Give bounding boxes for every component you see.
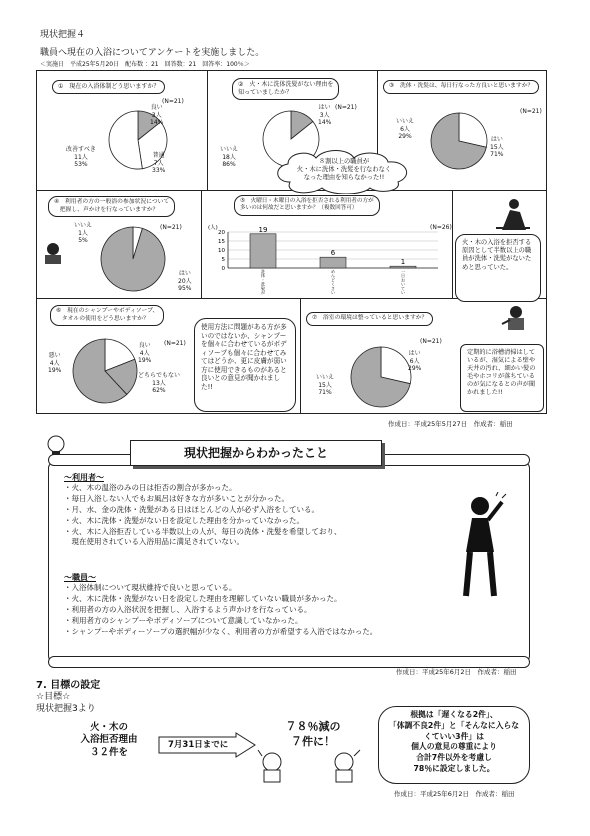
users-item: 現在使用されている入浴用品に満足されていない。 <box>64 537 244 547</box>
bar-1 <box>250 234 276 268</box>
q6-label-neither: どちらでもない 13人 62% <box>138 372 180 394</box>
q7-n: (N=21) <box>420 338 442 345</box>
q6-n: (N=21) <box>164 340 186 347</box>
q7-label-yes: はい 6人 29% <box>408 350 422 372</box>
callout-tue-thu: 火・木の入浴を拒否する原因として半数以上の職員が洗体・洗髪がないためと思っていた。 <box>455 234 541 302</box>
thinking-figure-icon <box>492 196 532 232</box>
q2-label-yes: はい 3人 14% <box>318 104 332 126</box>
q2-n: (N=21) <box>335 104 357 111</box>
q3-pie <box>430 112 488 170</box>
staff-item: ・入浴体制について現状維持で良いと思っている。 <box>64 583 237 592</box>
users-item: ・火、木の温浴のみの日は拒否の割合が多かった。 <box>64 483 237 492</box>
pie-slice-改善すべき <box>109 111 142 169</box>
q3-label-yes: はい 15人 71% <box>490 136 504 158</box>
y-tick-label: 5 <box>221 257 225 263</box>
x-category-label-char: 髪 <box>261 285 265 291</box>
goal-current: 火・木の 入浴拒否理由 ３２件を <box>80 722 138 758</box>
survey-meta: ＜実施日 平成25年5月20日 配布数 ：21 回答数：21 回答率：100％＞ <box>40 61 250 68</box>
x-category-label-char: い <box>401 290 405 295</box>
bar-value-label: 6 <box>330 249 336 258</box>
x-category-label-char: い <box>331 290 335 295</box>
staff-item: ・利用者の方の入浴状況を把握し、入浴するよう声かけを行なっている。 <box>64 604 312 614</box>
cheering-kids-icon <box>256 748 366 784</box>
col-divider-c <box>201 190 202 298</box>
q7-label-no: いいえ 15人 71% <box>316 374 335 396</box>
scroll-bottom-roll <box>48 656 530 668</box>
q1-n: (N=21) <box>162 98 184 105</box>
credit-2: 作成日：平成25年6月2日 作成者：稲田 <box>396 668 517 676</box>
q3-n: (N=21) <box>520 108 542 115</box>
y-tick-label: 20 <box>218 230 225 236</box>
staff-item: ・火、木に洗体・洗髪がない日を設定した理由を理解していない職員が多かった。 <box>64 593 342 603</box>
staff-section <box>64 572 377 637</box>
bar-2 <box>320 257 346 268</box>
q2-label-no: いいえ 18人 86% <box>220 146 239 168</box>
q7-pie <box>350 346 412 408</box>
y-tick-label: 15 <box>218 239 225 245</box>
q3-question: ③ 洗体・洗髪は、毎日行なった方良いと思いますか？ <box>383 80 539 94</box>
x-category-label-char: 体 <box>261 273 265 279</box>
goal-sub: ☆目標☆ <box>36 692 71 702</box>
staff-heading: ～職員～ <box>64 573 96 582</box>
q2-question: ② 火・木に洗体洗髪がない理由を 知っていましたか？ <box>232 78 339 100</box>
q5-bar-chart <box>206 222 446 296</box>
y-tick-label: 10 <box>218 248 225 254</box>
y-unit-label: (人) <box>208 225 218 231</box>
x-category-label-char: ど <box>331 277 335 283</box>
x-category-label-char: お <box>401 277 405 283</box>
q1-label-good: 良い 3人 14% <box>150 104 164 126</box>
q6-label-bad: 悪い 4人 19% <box>48 352 62 374</box>
meeting-figure-icon <box>40 240 66 266</box>
scroll-banner: 現状把握からわかったこと <box>130 440 382 466</box>
q1-question: ① 現在の入浴体制どう思いますか？ <box>52 80 165 94</box>
goal-rationale: 根拠は「遅くなる2件」、 「体調不良2件」と「そんなに入らな くていい3件」は 個人の意見の尊重により 合計7件以外を考慮し 78％に設定しました。 <box>388 710 520 773</box>
staff-item: ・利用者方のシャンプーやボディソープについて意識していなかった。 <box>64 615 303 625</box>
x-category-label-char: 日 <box>401 273 405 279</box>
goal-ref: 現状把握3より <box>36 704 96 714</box>
users-item: ・月、水、金の洗体・洗髪がある日はほとんどの人が必ず入浴をしている。 <box>64 504 319 514</box>
idea-figure-icon <box>450 492 514 600</box>
credit-1: 作成日：平成25年5月27日 作成者：稲田 <box>388 420 513 428</box>
col-divider-a <box>207 70 208 190</box>
q7-question: ⑦ 浴室の環境は整っていると思いますか？ <box>306 312 433 326</box>
goal-deadline: 7月31日までに <box>168 740 229 750</box>
q1-label-normal: 普通 7人 33% <box>152 152 166 174</box>
x-category-label-char: ん <box>331 273 335 279</box>
q3-label-no: いいえ 6人 29% <box>396 118 415 140</box>
users-section <box>64 472 342 548</box>
credit-3: 作成日：平成25年6月2日 作成者：稲田 <box>394 790 515 798</box>
q4-pie <box>100 226 166 292</box>
x-category-label-char: い <box>401 281 405 287</box>
pie-slice-はい <box>101 227 165 291</box>
q1-label-improve: 改善すべき 11人 53% <box>66 146 96 168</box>
users-item: ・火、木に洗体・洗髪がない日を設定した理由を分かっていなかった。 <box>64 515 304 525</box>
bar-value-label: 19 <box>258 225 268 234</box>
callout-shampoo: 使用方法に問題がある方が多いのではないか、シャンプーを個々に合わせているがボディソープも個々に合わせてみてはどうか、更に皮膚が弱い方に使用できるものがあると良いとの意見が聞かれました!! <box>194 318 296 412</box>
users-item: ・火、木に入浴拒否している半数以上の人が、毎日の洗体・洗髪を希望しており、 <box>64 526 342 536</box>
survey-title: 職員へ現在の入浴についてアンケートを実施しました。 <box>40 48 265 58</box>
q6-pie <box>72 338 138 404</box>
bar-3 <box>390 266 416 268</box>
q4-question: ④ 利用者の方の一般浴の参加状況について 把握し、声かけを行なっていますか？ <box>48 196 175 217</box>
page-title: 現状把握４ <box>40 30 86 40</box>
goal-heading: 7. 目標の設定 <box>36 680 101 691</box>
q4-label-no: いいえ 1人 5% <box>74 222 93 244</box>
x-category-label-char: ・ <box>261 277 265 283</box>
x-category-label-char: 洗 <box>261 281 265 287</box>
q6-question: ⑥ 現在のシャンプーやボディソープ、 タオルの使用をどう思いますか？ <box>50 305 164 326</box>
cloud-text: ８割以上の職員が 火・木に洗体・洗髪を行なわなく なった理由を知らなかった!! <box>296 158 392 181</box>
x-category-label-char: く <box>331 281 335 287</box>
col-divider-d <box>452 190 453 298</box>
x-category-label-char: 洗 <box>261 269 265 274</box>
pointing-figure-icon <box>496 302 536 336</box>
y-tick-label: 0 <box>221 266 225 272</box>
x-category-label-char: さ <box>331 285 335 291</box>
q5-n: (N=26) <box>430 224 452 231</box>
q4-label-yes: はい 20人 95% <box>178 270 192 292</box>
callout-environment: 定期的に浴槽清掃はしているが、湿気による壁や天井の汚れ、細かい髪の毛やホコリが落ちているのが気になるとの声が聞かれました!! <box>460 344 544 412</box>
q6-label-good: 良い 4人 19% <box>138 342 152 364</box>
col-divider-e <box>300 298 301 414</box>
x-category-label-char: め <box>331 269 335 274</box>
x-category-label-char: て <box>401 285 405 291</box>
q5-question: ⑤ 火曜日・木曜日の入浴を拒否される利用者の方が 多いのは何故だと思いますか？（複数回答可） <box>234 195 380 216</box>
staff-item: ・シャンプーやボディーソープの選択幅が少なく、利用者の方が希望する入浴ではなかった。 <box>64 626 378 636</box>
x-category-label-char: が <box>261 290 265 295</box>
x-category-label-char: 一 <box>401 269 405 274</box>
users-item: ・毎日入浴しない人でもお風呂は好きな方が多いことが分かった。 <box>64 493 289 503</box>
q4-n: (N=21) <box>160 224 182 231</box>
goal-target: ７８％減の ７件に！ <box>285 720 341 748</box>
bar-value-label: 1 <box>400 258 406 267</box>
users-heading: ～利用者～ <box>64 473 104 482</box>
